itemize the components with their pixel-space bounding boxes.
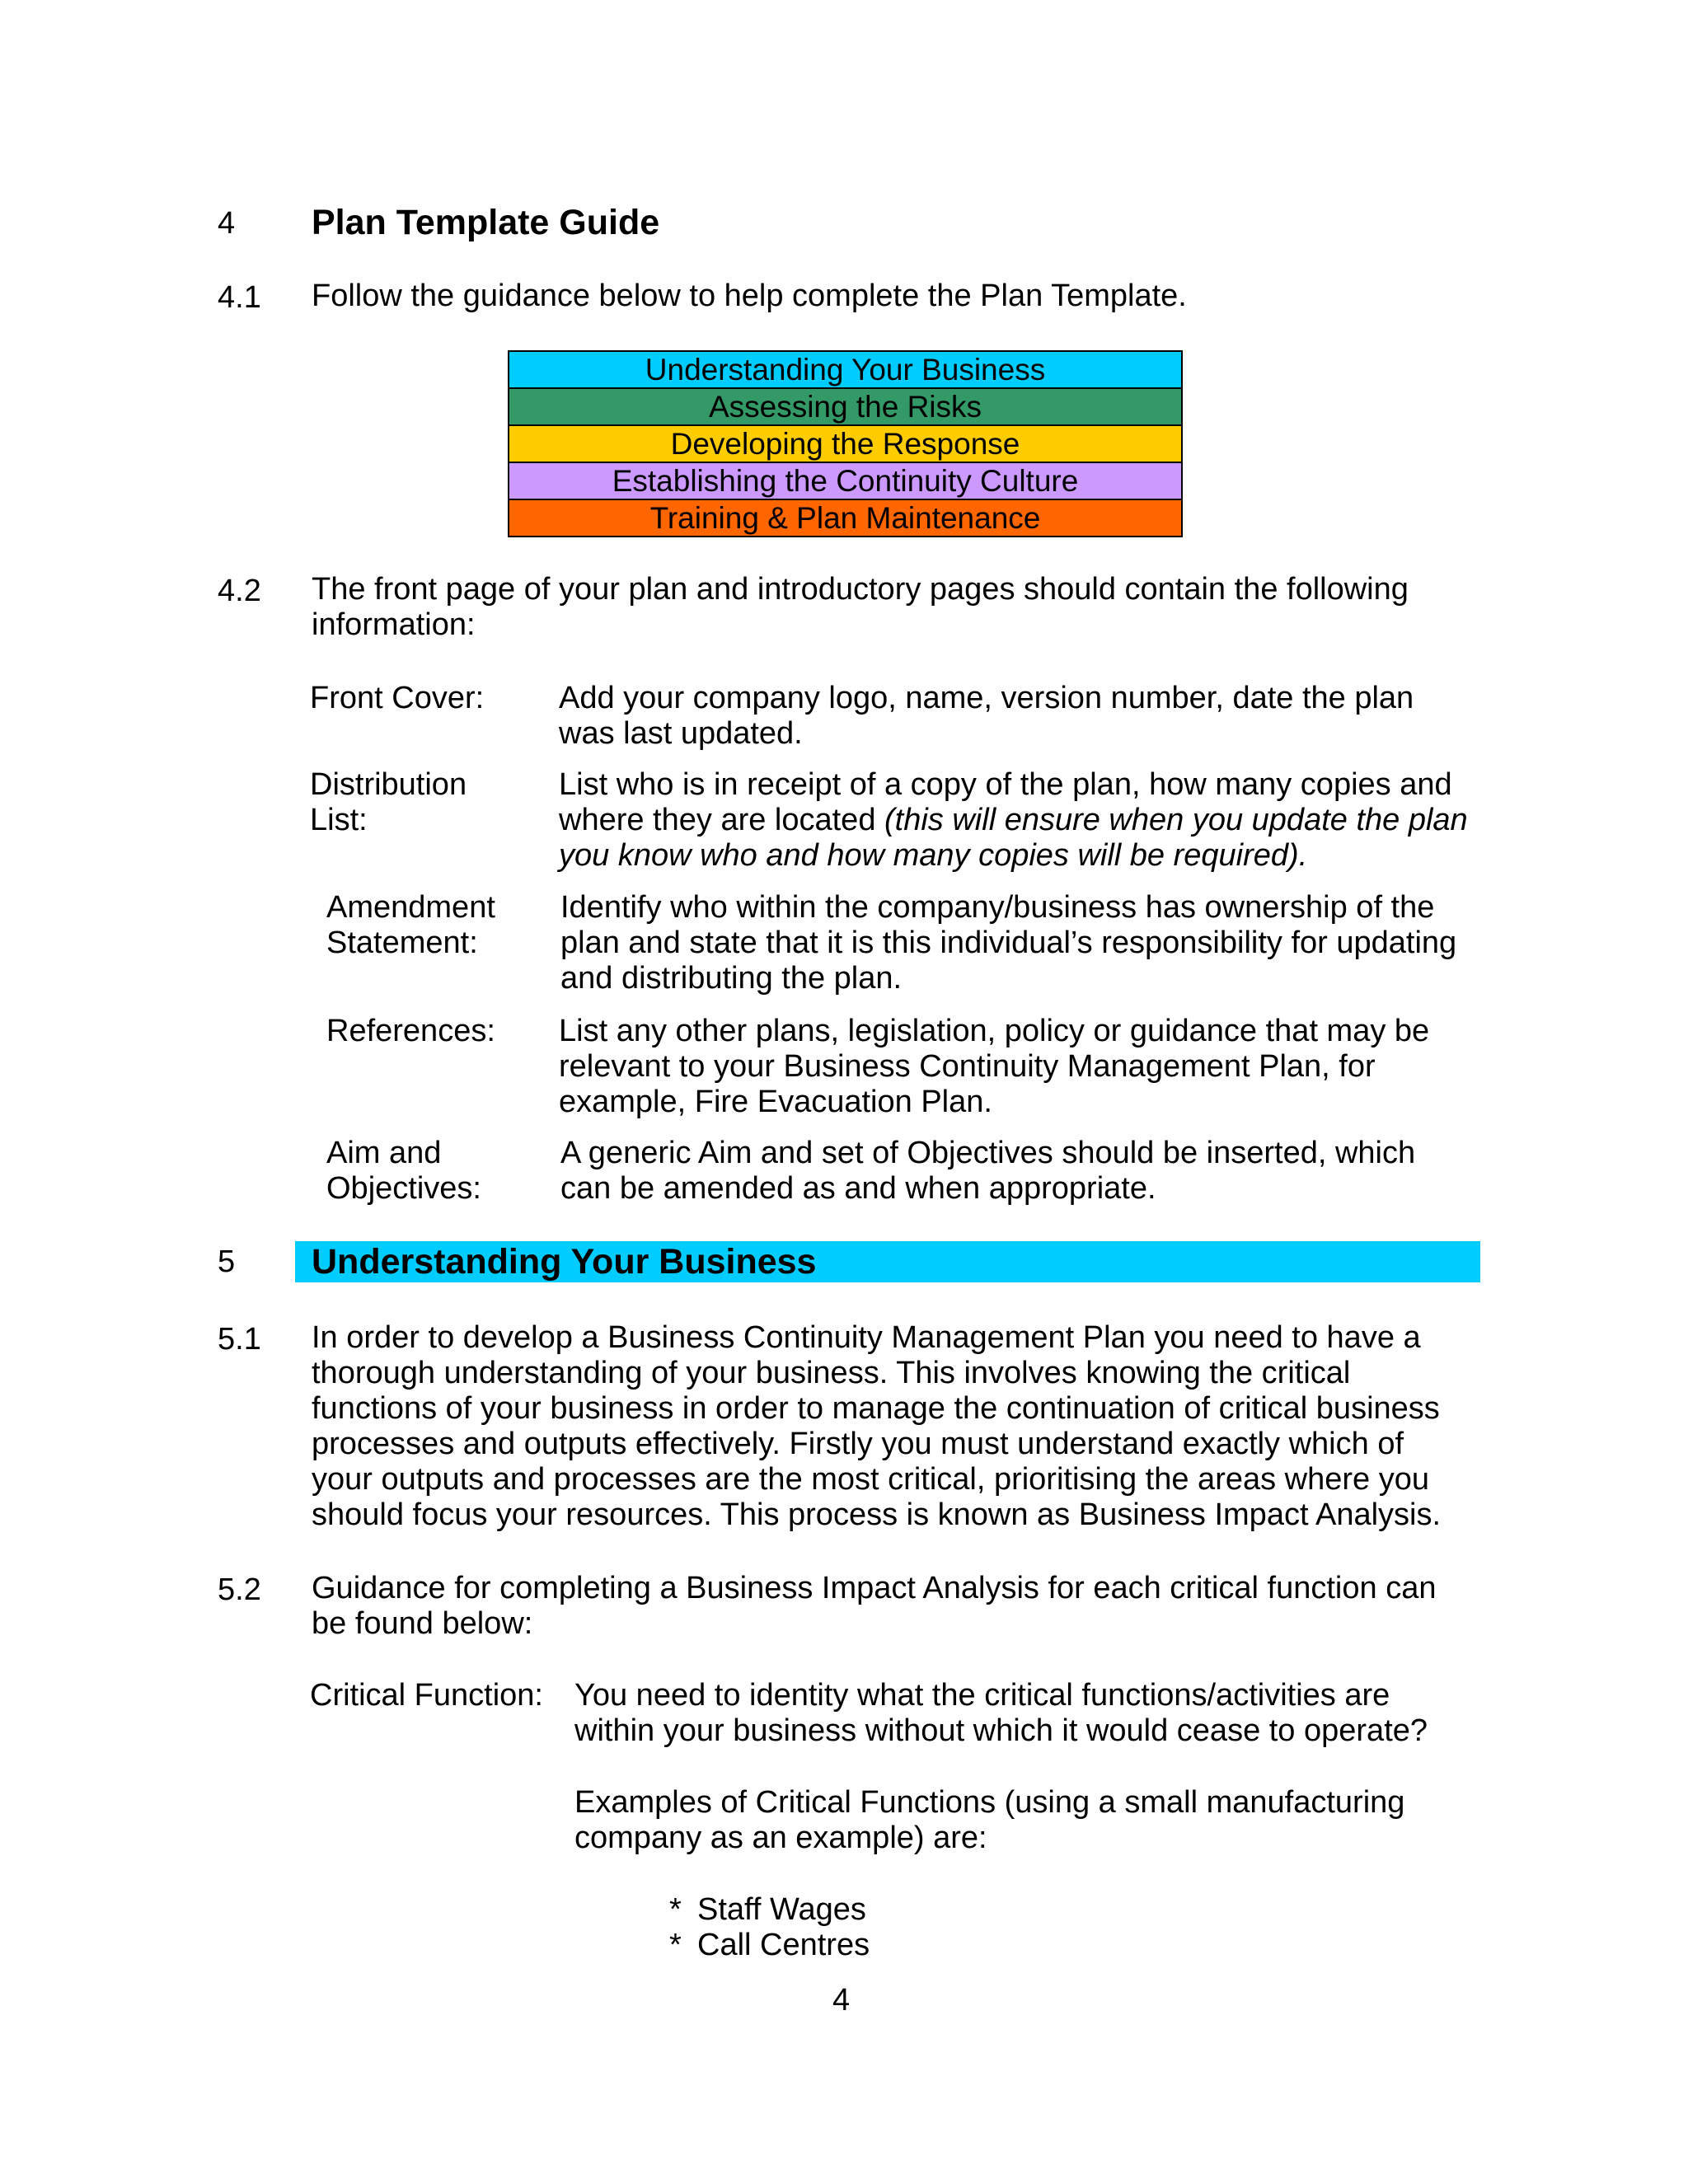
item-definition bbox=[559, 1014, 1474, 1120]
text-line: information: bbox=[312, 607, 476, 642]
item-definition bbox=[560, 1136, 1475, 1207]
item-definition bbox=[574, 1678, 1481, 1749]
text-italic: (this will ensure when you update the plan bbox=[884, 803, 1468, 837]
bullet-marker: * bbox=[669, 1892, 682, 1927]
paragraph-text bbox=[312, 572, 1409, 643]
item-definition bbox=[559, 681, 1474, 752]
item-label bbox=[326, 890, 495, 961]
list-item-text: Call Centres bbox=[697, 1928, 870, 1962]
text-line: In order to develop a Business Continuity Management Plan you need to have a bbox=[312, 1320, 1421, 1355]
section-number: 5 bbox=[218, 1244, 236, 1279]
text-line: relevant to your Business Continuity Management Plan, for bbox=[559, 1049, 1376, 1084]
text-line bbox=[559, 803, 1474, 838]
text-line: be found below: bbox=[312, 1606, 533, 1641]
text-line: processes and outputs effectively. Firstly you must understand exactly which of bbox=[312, 1427, 1404, 1461]
text-line: Guidance for completing a Business Impact Analysis for each critical function can bbox=[312, 1571, 1437, 1605]
text-line: List: bbox=[310, 803, 368, 837]
paragraph-number: 5.2 bbox=[218, 1572, 261, 1607]
paragraph-number: 4.2 bbox=[218, 574, 261, 608]
text-line: Examples of Critical Functions (using a small manufacturing bbox=[574, 1785, 1405, 1820]
text-line: example, Fire Evacuation Plan. bbox=[559, 1085, 992, 1119]
text-line: thorough understanding of your business. This involves knowing the critical bbox=[312, 1356, 1351, 1390]
paragraph-text: Follow the guidance below to help complete the Plan Template. bbox=[312, 279, 1187, 313]
text-line: A generic Aim and set of Objectives should be inserted, which bbox=[560, 1136, 1416, 1170]
legend-row: Developing the Response bbox=[509, 426, 1181, 463]
item-label bbox=[310, 767, 467, 838]
text-line: company as an example) are: bbox=[574, 1821, 987, 1855]
text-line: within your business without which it would cease to operate? bbox=[574, 1713, 1428, 1748]
text-line: Aim and bbox=[326, 1136, 442, 1170]
text-line: can be amended as and when appropriate. bbox=[560, 1171, 1156, 1206]
page-number: 4 bbox=[832, 1983, 851, 2018]
paragraph-number: 5.1 bbox=[218, 1322, 261, 1357]
text-line: your outputs and processes are the most critical, prioritising the areas where you bbox=[312, 1462, 1429, 1497]
item-label: Front Cover: bbox=[310, 681, 485, 715]
examples-intro bbox=[574, 1785, 1481, 1856]
text-line: functions of your business in order to manage the continuation of critical business bbox=[312, 1391, 1440, 1426]
item-label: References: bbox=[326, 1014, 495, 1048]
text-line: was last updated. bbox=[559, 716, 803, 751]
text-line: You need to identity what the critical functions/activities are bbox=[574, 1678, 1390, 1713]
legend-row: Establishing the Continuity Culture bbox=[509, 463, 1181, 500]
text-line: Amendment bbox=[326, 890, 495, 925]
item-label: Critical Function: bbox=[310, 1678, 543, 1713]
text-line: The front page of your plan and introductory pages should contain the following bbox=[312, 572, 1409, 607]
bullet-marker: * bbox=[669, 1928, 682, 1962]
list-item-text: Staff Wages bbox=[697, 1892, 866, 1927]
legend-row: Understanding Your Business bbox=[509, 352, 1181, 389]
legend-row: Training & Plan Maintenance bbox=[509, 500, 1181, 536]
paragraph-text bbox=[312, 1320, 1441, 1533]
section-number: 4 bbox=[218, 206, 236, 241]
text-line: should focus your resources. This process is known as Business Impact Analysis. bbox=[312, 1497, 1442, 1532]
item-label bbox=[326, 1136, 481, 1207]
list-item bbox=[669, 1892, 866, 1928]
text-line: List who is in receipt of a copy of the plan, how many copies and bbox=[559, 767, 1452, 802]
text-line: List any other plans, legislation, policy or guidance that may be bbox=[559, 1014, 1430, 1048]
text-line: Identify who within the company/business has ownership of the bbox=[560, 890, 1435, 925]
text-plain: where they are located bbox=[559, 803, 885, 837]
text-line: Distribution bbox=[310, 767, 467, 802]
text-line: you know who and how many copies will be required). bbox=[559, 838, 1308, 873]
paragraph-number: 4.1 bbox=[218, 280, 261, 315]
item-definition bbox=[560, 890, 1475, 996]
phase-legend bbox=[508, 350, 1183, 537]
list-item bbox=[669, 1928, 870, 1963]
text-line: Add your company logo, name, version number, date the plan bbox=[559, 681, 1414, 715]
section-title: Plan Template Guide bbox=[312, 203, 660, 242]
section-title: Understanding Your Business bbox=[312, 1242, 817, 1282]
text-line: Statement: bbox=[326, 926, 478, 960]
text-line: Objectives: bbox=[326, 1171, 481, 1206]
paragraph-text bbox=[312, 1571, 1436, 1642]
item-definition bbox=[559, 767, 1474, 874]
text-line: and distributing the plan. bbox=[560, 961, 903, 996]
legend-row: Assessing the Risks bbox=[509, 389, 1181, 426]
text-line: plan and state that it is this individual’s responsibility for updating bbox=[560, 926, 1457, 960]
